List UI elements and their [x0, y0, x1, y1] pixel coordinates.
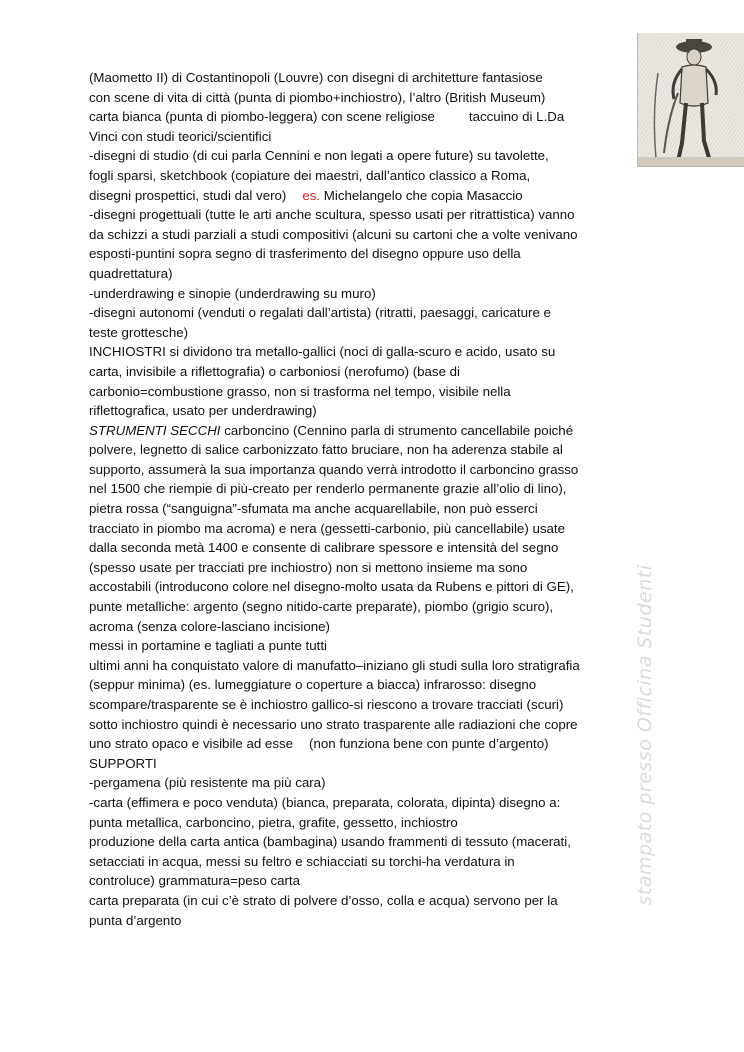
text-line: (spesso usate per tracciati pre inchiostro) non si mettono insieme ma sono — [89, 559, 528, 575]
text-line: -underdrawing e sinopie (underdrawing su muro) — [89, 285, 376, 301]
text-line — [89, 107, 649, 127]
text-line: da schizzi a studi parziali a studi compositivi (alcuni su cartoni che a volte venivano — [89, 226, 578, 242]
text-line: (Maometto II) di Costantinopoli (Louvre) con disegni di architetture fantasiose — [89, 70, 543, 85]
text-line: riflettografica, usato per underdrawing) — [89, 403, 317, 419]
engraving-thumbnail — [637, 33, 744, 167]
text-line: sotto inchiostro quindi è necessario uno strato trasparente alle radiazioni che copre — [89, 716, 578, 732]
text-line — [89, 421, 649, 441]
print-watermark — [633, 540, 657, 930]
text-line: controluce) grammatura=peso carta — [89, 873, 301, 889]
body-text — [89, 68, 649, 930]
text-line: acroma (senza colore-lasciano incisione) — [89, 618, 330, 634]
text-line: -disegni di studio (di cui parla Cennini e non legati a opere future) su tavolette, — [89, 148, 549, 164]
text-line: INCHIOSTRI si dividono tra metallo-gallici (noci di galla-scuro e acido, usato su — [89, 344, 556, 360]
text-line: messi in portamine e tagliati a punte tutti — [89, 638, 327, 654]
text-span: carta bianca (punta di piombo-leggera) con scene religiose — [89, 109, 435, 125]
text-line: nel 1500 che riempie di più-creato per renderlo permanente grazie all’olio di lino), — [89, 481, 567, 497]
text-line: carta, invisibile a riflettografia) o carboniosi (nerofumo) (base di — [89, 363, 461, 379]
text-line: polvere, legnetto di salice carbonizzato fatto bruciare, non ha aderenza stabile al — [89, 442, 563, 458]
text-span: carboncino (Cennino parla di strumento cancellabile poiché — [224, 422, 574, 438]
text-line: tracciato in piombo ma acroma) e nera (gessetti-carbonio, più cancellabile) usate — [89, 520, 565, 536]
engraving-figure-image — [638, 33, 744, 166]
text-line: supporto, assumerà la sua importanza quando verrà introdotto il carboncino grasso — [89, 461, 579, 477]
text-line: scompare/trasparente se è inchiostro gallico-si riescono a trovare tracciati (scuri) — [89, 697, 564, 712]
text-line: punta d’argento — [89, 912, 182, 928]
section-heading-strumenti-secchi: STRUMENTI SECCHI — [89, 422, 221, 438]
text-span: uno strato opaco e visibile ad esse — [89, 736, 294, 752]
text-span: disegni prospettici, studi dal vero) — [89, 187, 287, 203]
text-line: -disegni progettuali (tutte le arti anche scultura, spesso usati per ritrattistica) vanno — [89, 207, 575, 223]
text-line: -disegni autonomi (venduti o regalati dall’artista) (ritratti, paesaggi, caricature e — [89, 305, 551, 321]
text-line: con scene di vita di città (punta di piombo+inchiostro), l’altro (British Museum) — [89, 89, 546, 105]
example-marker: es. — [302, 187, 321, 203]
text-line: produzione della carta antica (bambagina) usando frammenti di tessuto (macerati, — [89, 834, 571, 850]
text-span: taccuino di L.Da — [468, 109, 565, 125]
text-line: -carta (effimera e poco venduta) (bianca, preparata, colorata, dipinta) disegno a: — [89, 794, 561, 810]
text-line: ultimi anni ha conquistato valore di manufatto–iniziano gli studi sulla loro stratigrafia — [89, 657, 580, 673]
text-line: (seppur minima) (es. lumeggiature o coperture a biacca) infrarosso: disegno — [89, 677, 537, 693]
text-line: setacciati in acqua, messi su feltro e schiacciati su torchi-ha verdatura in — [89, 853, 515, 869]
text-span: (non funziona bene con punte d’argento) — [309, 736, 549, 752]
text-line: SUPPORTI — [89, 755, 157, 771]
text-line: pietra rossa (“sanguigna”-sfumata ma anche acquarellabile, non può esserci — [89, 501, 538, 517]
text-line: carta preparata (in cui c’è strato di polvere d’osso, colla e acqua) servono per la — [89, 892, 558, 908]
text-line — [89, 186, 649, 206]
text-line: Vinci con studi teorici/scientifici — [89, 128, 272, 144]
text-line: accostabili (introducono colore nel disegno-molto usata da Rubens e pittori di GE), — [89, 579, 574, 595]
text-line: carbonio=combustione grasso, non si trasforma nel tempo, visibile nella — [89, 383, 511, 399]
text-line — [89, 734, 649, 754]
text-line: punta metallica, carboncino, pietra, grafite, gessetto, inchiostro — [89, 814, 458, 830]
text-line: fogli sparsi, sketchbook (copiature dei maestri, dall’antico classico a Roma, — [89, 167, 531, 183]
text-line: dalla seconda metà 1400 e consente di calibrare spessore e intensità del segno — [89, 540, 559, 556]
text-span: Michelangelo che copia Masaccio — [323, 187, 523, 203]
text-line: quadrettatura) — [89, 265, 173, 281]
watermark-text: stampato presso Officina Studenti — [634, 564, 656, 906]
text-line: esposti-puntini sopra segno di trasferimento del disegno oppure uso della — [89, 246, 521, 262]
text-line: -pergamena (più resistente ma più cara) — [89, 775, 326, 791]
text-line: punte metalliche: argento (segno nitido-carte preparate), piombo (grigio scuro), — [89, 599, 554, 615]
text-line: teste grottesche) — [89, 324, 189, 340]
